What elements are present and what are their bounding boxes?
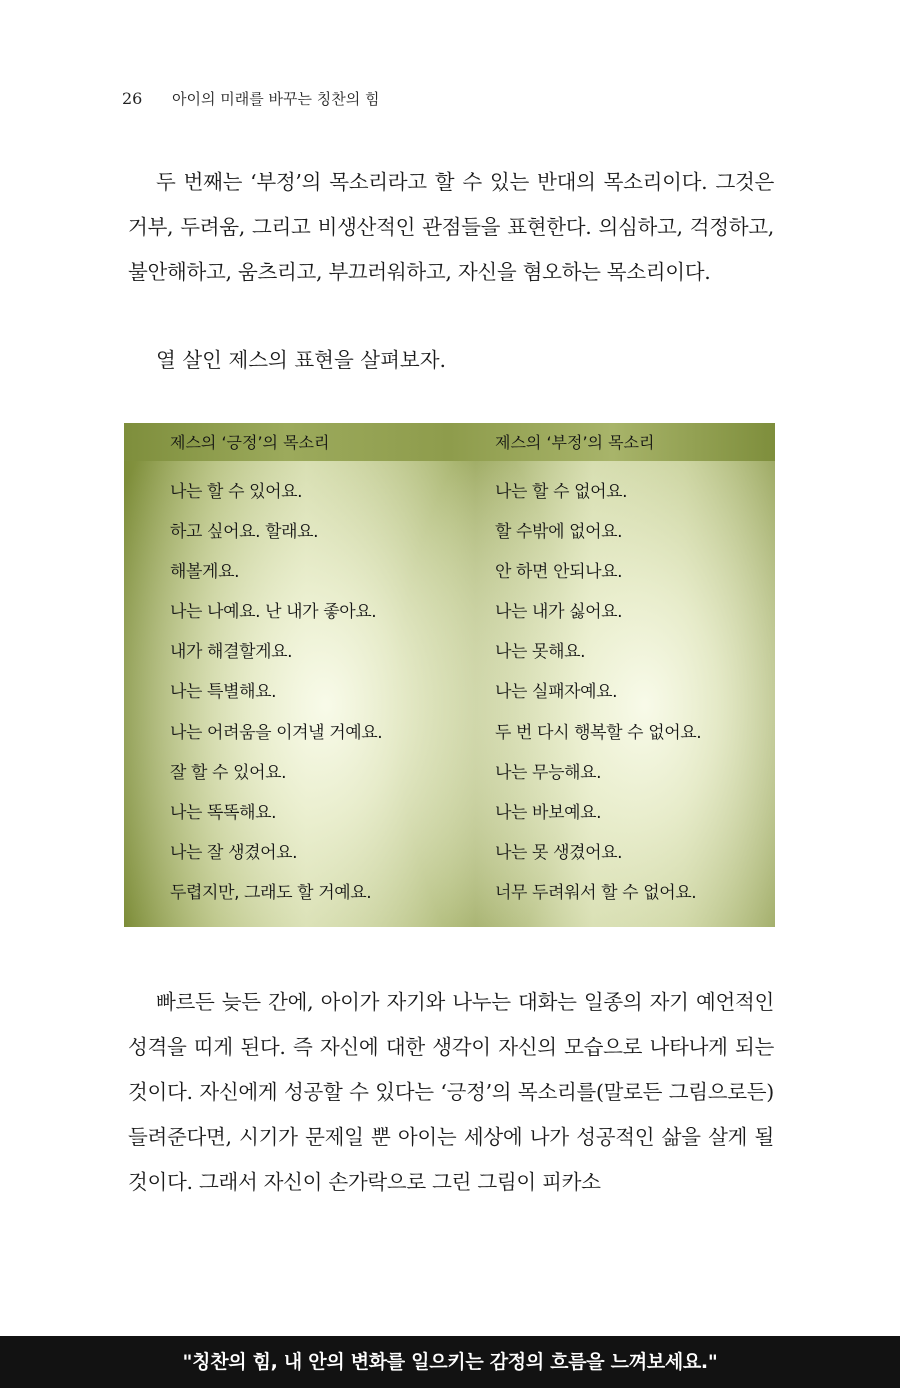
- positive-item: 나는 나예요. 난 내가 좋아요.: [170, 602, 377, 623]
- positive-voice-title: 제스의 ‘긍정’의 목소리: [170, 433, 330, 452]
- negative-item: 할 수밖에 없어요.: [495, 522, 623, 543]
- negative-item: 두 번 다시 행복할 수 없어요.: [495, 722, 702, 743]
- negative-item: 나는 실패자예요.: [495, 682, 618, 703]
- running-header: [122, 88, 379, 109]
- positive-item: 하고 싶어요. 할래요.: [170, 522, 319, 543]
- negative-item: 나는 내가 싫어요.: [495, 602, 623, 623]
- outro-paragraph: [128, 980, 774, 1205]
- negative-item: 나는 못해요.: [495, 642, 586, 663]
- negative-item: 너무 두려워서 할 수 없어요.: [495, 882, 697, 903]
- positive-item: 잘 할 수 있어요.: [170, 762, 287, 783]
- intro-paragraph: [128, 160, 774, 295]
- positive-item: 나는 어려움을 이겨낼 거예요.: [170, 722, 383, 743]
- positive-item: 나는 특별해요.: [170, 682, 277, 703]
- positive-item: 나는 할 수 있어요.: [170, 482, 303, 502]
- positive-item: 나는 똑똑해요.: [170, 802, 277, 823]
- positive-item: 두렵지만, 그래도 할 거예요.: [170, 882, 372, 903]
- positive-item: 내가 해결할게요.: [170, 642, 293, 663]
- negative-item: 나는 무능해요.: [495, 762, 602, 783]
- positive-item: 나는 잘 생겼어요.: [170, 842, 298, 863]
- positive-voice-list: [170, 477, 382, 918]
- negative-voice-list: [495, 477, 701, 918]
- positive-item: 해볼게요.: [170, 562, 240, 583]
- running-title: 아이의 미래를 바꾸는 칭찬의 힘: [172, 90, 380, 108]
- outro-text: 빠르든 늦든 간에, 아이가 자기와 나누는 대화는 일종의 자기 예언적인 성격을 띠게 된다. 즉 자신에 대한 생각이 자신의 모습으로 나타나게 되는 것이다. 자신에게 성공할 수 있다는 ‘긍정’의 목소리를(말로든 그림으로든) 들려준다면, 시기가 문제일 뿐 아이는 세상에 나가 성공적인 삶을 살게 될 것이다. 그래서 자신이 손가락으로 그린 그림이 피카소: [128, 990, 774, 1194]
- page-number: 26: [122, 89, 143, 108]
- intro-text: 두 번째는 ‘부정’의 목소리라고 할 수 있는 반대의 목소리이다. 그것은 거부, 두려움, 그리고 비생산적인 관점들을 표현한다. 의심하고, 걱정하고, 불안해하고, 움츠리고, 부끄러워하고, 자신을 혐오하는 목소리이다.: [128, 170, 774, 284]
- negative-item: 나는 바보예요.: [495, 802, 602, 823]
- negative-item: 나는 할 수 없어요.: [495, 482, 628, 502]
- negative-voice-title: 제스의 ‘부정’의 목소리: [495, 433, 655, 452]
- voice-comparison-table: [124, 423, 775, 927]
- negative-item: 나는 못 생겼어요.: [495, 842, 623, 863]
- negative-item: 안 하면 안되나요.: [495, 562, 623, 583]
- caption-banner: "칭찬의 힘, 내 안의 변화를 일으키는 감정의 흐름을 느껴보세요.": [0, 1336, 900, 1388]
- sub-paragraph: 열 살인 제스의 표현을 살펴보자.: [156, 348, 447, 372]
